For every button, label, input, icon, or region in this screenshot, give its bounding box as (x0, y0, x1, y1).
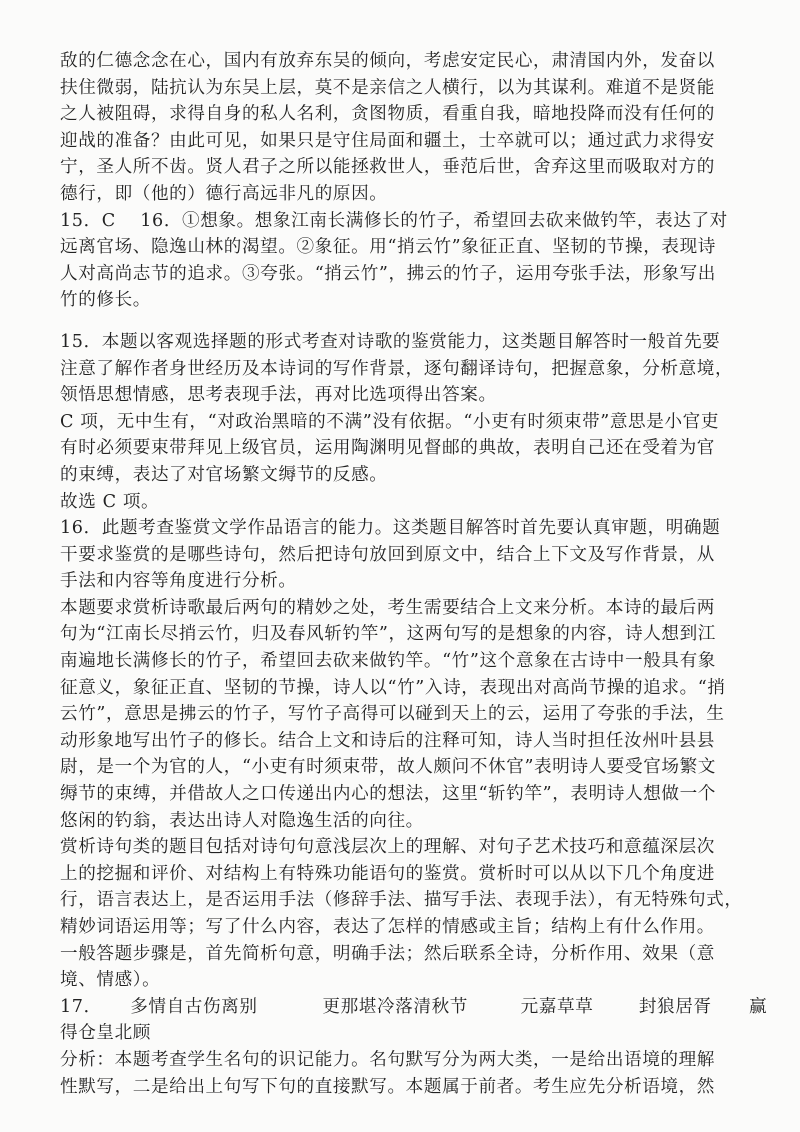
text-line: 15．本题以客观选择题的形式考查对诗歌的鉴赏能力，这类题目解答时一般首先要 (60, 331, 721, 352)
paragraph-block-3 (60, 1047, 750, 1100)
text-line: 句为“江南长尽捎云竹，归及春风斩钓竿”，这两句写的是想象的内容，诗人想到江 (60, 624, 716, 645)
text-line: 德行，即（他的）德行高远非凡的原因。 (60, 183, 388, 204)
item-17-number: 17． (60, 996, 102, 1017)
text-line: 动形象地写出竹子的修长。结合上文和诗后的注释可知，诗人当时担任汝州叶县县 (60, 730, 715, 751)
paragraph-block-1 (60, 48, 750, 314)
text-line: 16．此题考查鉴赏文学作品语言的能力。这类题目解答时首先要认真审题，明确题 (60, 518, 721, 539)
text-line: 境、情感）。 (60, 970, 161, 991)
paragraph-gap (60, 314, 750, 329)
text-line: 上的挖掘和评价、对结构上有特殊功能语句的鉴赏。赏析时可以从以下几个角度进 (60, 863, 715, 884)
text-line: 敌的仁德念念在心，国内有放弃东吴的倾向，考虑安定民心，肃清国内外，发奋以 (60, 51, 715, 71)
item-17-answer-5: 赢 (749, 996, 768, 1017)
text-line: 之人被阻碍，求得自身的私人名利，贪图物质，看重自我，暗地投降而没有任何的 (60, 104, 715, 125)
text-line: 迎战的准备？由此可见，如果只是守住局面和疆土，士卒就可以；通过武力求得安 (60, 130, 715, 151)
text-line: 一般答题步骤是，首先简析句意，明确手法；然后联系全诗，分析作用、效果（意 (60, 943, 715, 964)
text-line: 15．C 16．①想象。想象江南长满修长的竹子，希望回去砍来做钓竿，表达了对 (60, 210, 728, 231)
text-line: 云竹”，意思是拂云的竹子，写竹子高得可以碰到天上的云，运用了夸张的手法，生 (60, 704, 725, 725)
text-line: 干要求鉴赏的是哪些诗句，然后把诗句放回到原文中，结合上下文及写作背景，从 (60, 544, 715, 565)
text-line: 性默写，二是给出上句写下句的直接默写。本题属于前者。考生应先分析语境，然 (60, 1076, 715, 1097)
item-17-answer-3: 元嘉草草 (520, 996, 594, 1017)
text-line: 征意义，象征正直、坚韧的节操，诗人以“竹”入诗，表现出对高尚节操的追求。“捎 (60, 677, 726, 698)
text-line: 手法和内容等角度进行分析。 (60, 571, 297, 592)
text-line: 注意了解作者身世经历及本诗词的写作背景，逐句翻译诗句，把握意象，分析意境， (60, 358, 734, 379)
text-line: C 项，无中生有，“对政治黑暗的不满”没有依据。“小吏有时须束带”意思是小官吏 (60, 411, 720, 432)
text-line: 扶住微弱，陆抗认为东吴上层，莫不是亲信之人横行，以为其谋利。难道不是贤能 (60, 77, 715, 98)
text-line: 领悟思想情感，思考表现手法，再对比选项得出答案。 (60, 385, 497, 406)
item-17-answer-1: 多情自古伤离别 (130, 996, 258, 1017)
text-line: 行，语言表达上，是否运用手法（修辞手法、描写手法、表现手法），有无特殊句式， (60, 890, 743, 911)
text-line: 故选 C 项。 (60, 491, 160, 512)
item-17-answer-4: 封狼居胥 (638, 996, 712, 1017)
document-body (60, 48, 768, 1100)
text-line: 悠闲的钓翁，表达出诗人对隐逸生活的向往。 (60, 810, 424, 831)
text-line: 尉，是一个为官的人，“小吏有时须束带，故人颇问不休官”表明诗人要受官场繁文 (60, 757, 716, 778)
text-line: 宁，圣人所不齿。贤人君子之所以能拯救世人，垂范后世，舍弃这里而吸取对方的 (60, 157, 715, 178)
text-line: 精妙词语运用等；写了什么内容，表达了怎样的情感或主旨；结构上有什么作用。 (60, 917, 715, 937)
text-line: 有时必须要束带拜见上级官员，运用陶渊明见督邮的典故，表明自己还在受着为官 (60, 438, 715, 459)
text-line: 分析：本题考查学生名句的识记能力。名句默写分为两大类，一是给出语境的理解 (60, 1049, 715, 1070)
item-17-answer-2: 更那堪冷落清秋节 (322, 996, 468, 1017)
text-line: 的束缚，表达了对官场繁文缛节的反感。 (60, 464, 388, 485)
text-line: 远离官场、隐逸山林的渴望。②象征。用“捎云竹”象征正直、坚韧的节操，表现诗 (60, 237, 716, 258)
paragraph-block-2 (60, 329, 750, 994)
item-17-continuation: 得仓皇北顾 (60, 1023, 151, 1044)
text-line: 人对高尚志节的追求。③夸张。“捎云竹”，拂云的竹子，运用夸张手法，形象写出 (60, 263, 716, 284)
text-line: 赏析诗句类的题目包括对诗句句意浅层次上的理解、对句子艺术技巧和意蕴深层次 (60, 837, 715, 858)
text-line: 南遍地长满修长的竹子，希望回去砍来做钓竿。“竹”这个意象在古诗中一般具有象 (60, 651, 716, 672)
text-line: 本题要求赏析诗歌最后两句的精妙之处，考生需要结合上文来分析。本诗的最后两 (60, 597, 715, 618)
text-line: 缛节的束缚，并借故人之口传递出内心的想法，这里“斩钓竿”，表明诗人想做一个 (60, 784, 716, 805)
text-line: 竹的修长。 (60, 290, 151, 311)
item-17-answer-line (60, 994, 768, 1021)
